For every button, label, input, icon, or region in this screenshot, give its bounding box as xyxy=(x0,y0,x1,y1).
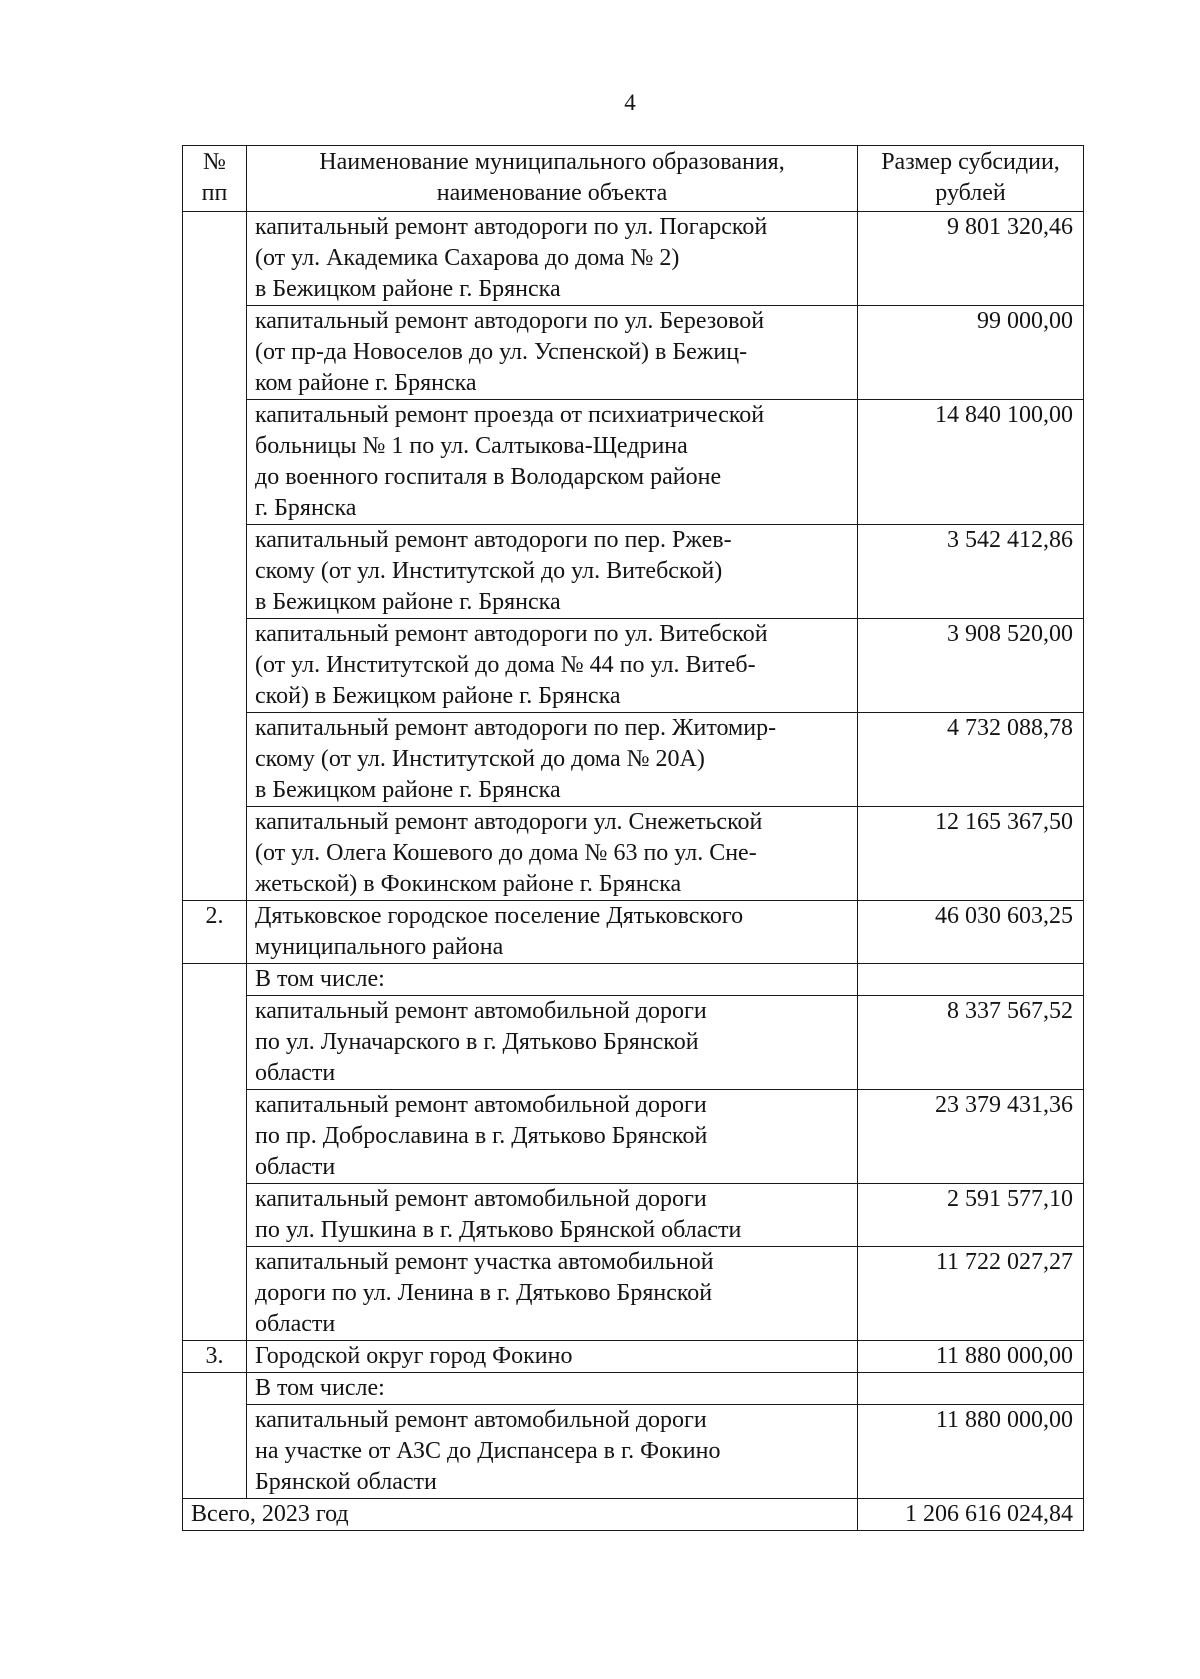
row-amount: 11 722 027,27 xyxy=(858,1247,1084,1341)
table-row xyxy=(183,306,1084,400)
table-body xyxy=(183,212,1084,1531)
header-number: № пп xyxy=(183,146,247,212)
row-number xyxy=(183,400,247,525)
header-row xyxy=(183,146,1084,212)
row-name: Дятьковское городское поселение Дятьковского муниципального района xyxy=(247,901,858,964)
row-number: 3. xyxy=(183,1341,247,1373)
row-number xyxy=(183,1247,247,1341)
table-row xyxy=(183,964,1084,996)
subsidy-table xyxy=(182,145,1084,1531)
header-name: Наименование муниципального образования, наименование объекта xyxy=(247,146,858,212)
row-amount: 99 000,00 xyxy=(858,306,1084,400)
table-header xyxy=(183,146,1084,212)
page-number: 4 xyxy=(624,90,636,115)
total-label: Всего, 2023 год xyxy=(183,1499,858,1531)
row-amount: 3 542 412,86 xyxy=(858,525,1084,619)
row-name: капитальный ремонт участка автомобильной дороги по ул. Ленина в г. Дятьково Брянской области xyxy=(247,1247,858,1341)
row-amount: 9 801 320,46 xyxy=(858,212,1084,306)
row-name: капитальный ремонт автомобильной дороги на участке от АЗС до Диспансера в г. Фокино Брянской области xyxy=(247,1405,858,1499)
table-row xyxy=(183,996,1084,1090)
row-number xyxy=(183,1373,247,1405)
row-amount: 2 591 577,10 xyxy=(858,1184,1084,1247)
row-name: капитальный ремонт проезда от психиатрической больницы № 1 по ул. Салтыкова-Щедрина до военного госпиталя в Володарском районе г. Брянска xyxy=(247,400,858,525)
row-name: капитальный ремонт автодороги по ул. Витебской (от ул. Институтской до дома № 44 по ул. Витеб- ской) в Бежицком районе г. Брянска xyxy=(247,619,858,713)
row-name: капитальный ремонт автодороги по ул. Березовой (от пр-да Новоселов до ул. Успенской) в Бежиц- ком районе г. Брянска xyxy=(247,306,858,400)
row-amount: 11 880 000,00 xyxy=(858,1341,1084,1373)
row-amount xyxy=(858,1373,1084,1405)
row-name: капитальный ремонт автодороги по пер. Ржев- скому (от ул. Институтской до ул. Витебской) в Бежицком районе г. Брянска xyxy=(247,525,858,619)
table-row xyxy=(183,1090,1084,1184)
row-name: В том числе: xyxy=(247,964,858,996)
table-row xyxy=(183,713,1084,807)
row-number xyxy=(183,525,247,619)
table-row xyxy=(183,212,1084,306)
row-number xyxy=(183,996,247,1090)
table-row xyxy=(183,1247,1084,1341)
row-name: капитальный ремонт автодороги ул. Снежетьской (от ул. Олега Кошевого до дома № 63 по ул. Сне- жетьской) в Фокинском районе г. Брянска xyxy=(247,807,858,901)
table-row xyxy=(183,1184,1084,1247)
table-row xyxy=(183,1405,1084,1499)
row-name: капитальный ремонт автодороги по ул. Погарской (от ул. Академика Сахарова до дома № 2) в Бежицком районе г. Брянска xyxy=(247,212,858,306)
row-number: 2. xyxy=(183,901,247,964)
row-number xyxy=(183,807,247,901)
total-amount: 1 206 616 024,84 xyxy=(858,1499,1084,1531)
table-row xyxy=(183,1373,1084,1405)
table-row xyxy=(183,807,1084,901)
table-row xyxy=(183,400,1084,525)
row-name: капитальный ремонт автомобильной дороги по ул. Пушкина в г. Дятьково Брянской области xyxy=(247,1184,858,1247)
row-amount: 46 030 603,25 xyxy=(858,901,1084,964)
row-name: Городской округ город Фокино xyxy=(247,1341,858,1373)
row-amount: 12 165 367,50 xyxy=(858,807,1084,901)
row-number xyxy=(183,1405,247,1499)
row-name: капитальный ремонт автомобильной дороги по пр. Доброславина в г. Дятьково Брянской области xyxy=(247,1090,858,1184)
row-amount xyxy=(858,964,1084,996)
row-amount: 11 880 000,00 xyxy=(858,1405,1084,1499)
row-number xyxy=(183,713,247,807)
total-row xyxy=(183,1499,1084,1531)
row-amount: 3 908 520,00 xyxy=(858,619,1084,713)
table-row xyxy=(183,1341,1084,1373)
row-number xyxy=(183,1090,247,1184)
row-number xyxy=(183,212,247,306)
row-number xyxy=(183,1184,247,1247)
table-row xyxy=(183,901,1084,964)
row-name: капитальный ремонт автодороги по пер. Житомир- скому (от ул. Институтской до дома № 20А) в Бежицком районе г. Брянска xyxy=(247,713,858,807)
row-name: В том числе: xyxy=(247,1373,858,1405)
row-amount: 8 337 567,52 xyxy=(858,996,1084,1090)
row-number xyxy=(183,619,247,713)
table-row xyxy=(183,619,1084,713)
row-name: капитальный ремонт автомобильной дороги по ул. Луначарского в г. Дятьково Брянской области xyxy=(247,996,858,1090)
row-amount: 23 379 431,36 xyxy=(858,1090,1084,1184)
row-number xyxy=(183,964,247,996)
header-amount: Размер субсидии, рублей xyxy=(858,146,1084,212)
row-amount: 14 840 100,00 xyxy=(858,400,1084,525)
row-amount: 4 732 088,78 xyxy=(858,713,1084,807)
table-row xyxy=(183,525,1084,619)
row-number xyxy=(183,306,247,400)
